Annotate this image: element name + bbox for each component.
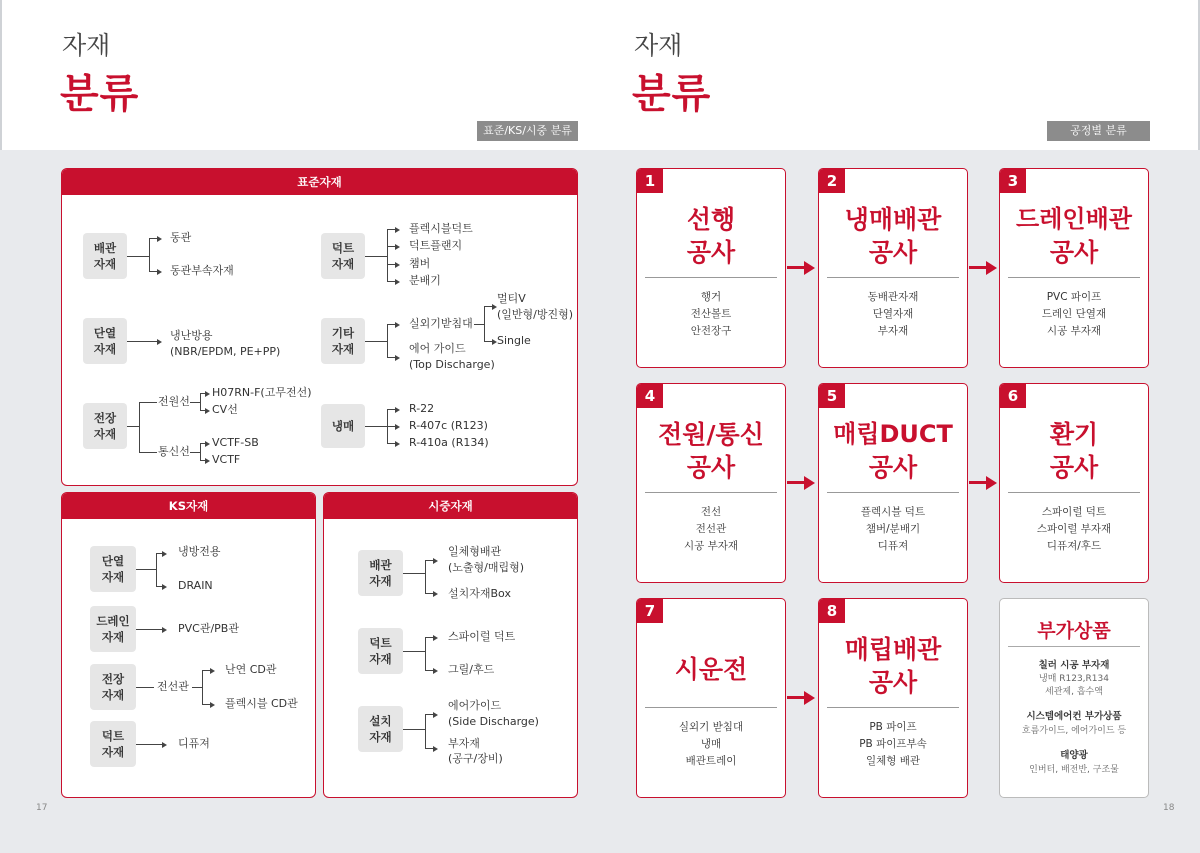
card-item: 디퓨져 xyxy=(877,540,909,552)
connector xyxy=(425,714,426,748)
card-item: 전선관 xyxy=(695,523,727,535)
card-item: 실외기 받침대 xyxy=(678,721,744,733)
card-number: 2 xyxy=(819,169,845,193)
std-etc-label xyxy=(321,318,365,364)
card-item: 일체형 배관 xyxy=(865,755,921,767)
card-divider xyxy=(827,277,959,278)
ks-duct-item: 디퓨져 xyxy=(178,737,210,750)
card-title-line-2: 공사 xyxy=(868,668,918,697)
extra-group-head: 칠러 시공 부자재 xyxy=(1038,660,1110,671)
std-etc-airguide: (Top Discharge) xyxy=(409,358,495,371)
ks-elec-item: 난연 CD관 xyxy=(225,663,277,676)
card-title-line-2: 공사 xyxy=(686,453,736,482)
flow-arrow xyxy=(969,266,986,269)
card-title-line-2: 공사 xyxy=(1049,238,1099,267)
extra-group-line: 세관제, 흡수액 xyxy=(1045,687,1103,697)
card-title-line-1: 전원/통신 xyxy=(658,420,764,449)
card-item: PVC 파이프 xyxy=(1046,291,1102,303)
card-title-line-1: 시운전 xyxy=(674,655,748,684)
ks-duct-label xyxy=(90,721,136,767)
flow-arrow-head xyxy=(804,476,815,490)
mk-pipe-item: 일체형배관 xyxy=(448,545,502,558)
card-item: PB 파이프부속 xyxy=(859,738,927,750)
card-divider xyxy=(827,707,959,708)
card-divider xyxy=(645,707,777,708)
arrow-head xyxy=(162,551,167,557)
card-number: 5 xyxy=(819,384,845,408)
connector xyxy=(127,256,149,257)
standard-panel-title: 표준자재 xyxy=(62,169,577,195)
card-item: 전산볼트 xyxy=(690,308,732,320)
std-etc-label-2: 자재 xyxy=(331,342,355,356)
connector xyxy=(387,324,388,357)
arrow-head xyxy=(162,627,167,633)
connector xyxy=(149,238,157,239)
ks-elec-item: 플렉시블 CD관 xyxy=(225,697,298,710)
left-edge xyxy=(0,0,2,150)
connector xyxy=(403,573,425,574)
std-duct-item: 챔버 xyxy=(409,257,431,270)
std-elec-power: 전원선 xyxy=(158,395,190,408)
connector xyxy=(425,748,433,749)
card-divider xyxy=(645,277,777,278)
arrow-head xyxy=(433,635,438,641)
flow-arrow xyxy=(787,481,805,484)
std-duct-label-1: 덕트 xyxy=(331,241,355,255)
mk-pipe-item: (노출형/매립형) xyxy=(448,561,525,574)
std-pipe-label xyxy=(83,233,127,279)
arrow-head xyxy=(395,279,400,285)
mk-duct-label-2: 자재 xyxy=(369,652,392,666)
ks-panel-title: KS자재 xyxy=(62,493,315,519)
std-pipe-item: 동관 xyxy=(170,231,192,244)
card-item: 단열자재 xyxy=(872,308,914,320)
card-number: 7 xyxy=(637,599,663,623)
connector xyxy=(387,246,395,247)
left-tag: 표준/KS/시중 분류 xyxy=(477,121,578,141)
std-elec-comm-item: VCTF xyxy=(212,453,241,466)
std-elec-label-1: 전장 xyxy=(93,411,117,425)
connector xyxy=(484,341,492,342)
flow-arrow xyxy=(969,481,986,484)
std-refrig-item: R-407c (R123) xyxy=(409,419,488,432)
std-insul-label-1: 단열 xyxy=(93,326,117,340)
ks-insul-item: DRAIN xyxy=(178,579,213,592)
mk-install-label-1: 설치 xyxy=(369,714,392,728)
right-heading-sub: 자재 xyxy=(634,31,683,60)
std-elec-power-item: H07RN-F(고무전선) xyxy=(212,386,312,399)
connector xyxy=(127,341,157,342)
card-number: 6 xyxy=(1000,384,1026,408)
std-elec-comm: 통신선 xyxy=(158,445,190,458)
connector xyxy=(139,452,157,453)
card-item: 시공 부자재 xyxy=(1046,325,1102,337)
connector xyxy=(127,426,139,427)
flow-arrow-head xyxy=(804,691,815,705)
card-item: 배관트레이 xyxy=(685,755,737,767)
connector xyxy=(425,637,426,670)
flow-arrow-head xyxy=(986,261,997,275)
card-item: 행거 xyxy=(700,291,722,303)
card-items xyxy=(819,289,967,340)
ks-drain-item: PVC관/PB관 xyxy=(178,622,239,635)
connector xyxy=(387,324,395,325)
card-title-line-2: 공사 xyxy=(1049,453,1099,482)
connector xyxy=(136,744,162,745)
ks-insul-label-1: 단열 xyxy=(101,554,125,568)
connector xyxy=(365,426,387,427)
connector xyxy=(484,306,492,307)
arrow-head xyxy=(157,269,162,275)
arrow-head xyxy=(205,441,210,447)
arrow-head xyxy=(433,712,438,718)
process-card-6 xyxy=(999,383,1149,583)
std-refrig-label-text: 냉매 xyxy=(331,419,355,433)
connector xyxy=(139,402,157,403)
ks-duct-label-1: 덕트 xyxy=(101,729,125,743)
process-card-8 xyxy=(818,598,968,798)
connector xyxy=(387,281,395,282)
arrow-head xyxy=(395,407,400,413)
connector xyxy=(387,229,395,230)
connector xyxy=(149,238,150,271)
card-title-line-2: 공사 xyxy=(686,238,736,267)
mk-install-label xyxy=(358,706,403,752)
ks-elec-mid: 전선관 xyxy=(157,680,189,693)
card-title-line-2: 공사 xyxy=(868,238,918,267)
connector xyxy=(484,306,485,341)
card-number: 8 xyxy=(819,599,845,623)
connector xyxy=(425,714,433,715)
connector xyxy=(200,443,201,460)
card-divider xyxy=(827,492,959,493)
flow-arrow xyxy=(787,696,805,699)
mk-duct-label-1: 덕트 xyxy=(369,636,392,650)
connector xyxy=(202,670,210,671)
connector xyxy=(139,402,140,452)
left-page-number: 17 xyxy=(36,803,48,813)
ks-insul-label xyxy=(90,546,136,592)
arrow-head xyxy=(395,355,400,361)
card-item: 부자재 xyxy=(877,325,909,337)
mk-install-item: (Side Discharge) xyxy=(448,715,539,728)
std-refrig-item: R-410a (R134) xyxy=(409,436,489,449)
card-title-line-1: 드레인배관 xyxy=(1016,205,1132,233)
extra-group-line: 흐름가이드, 에어가이드 등 xyxy=(1021,726,1127,736)
card-item: 챔버/분배기 xyxy=(865,523,921,535)
card-item: 디퓨져/후드 xyxy=(1046,540,1102,552)
card-item: 스파이럴 덕트 xyxy=(1041,506,1107,518)
std-duct-item: 플렉시블덕트 xyxy=(409,222,473,235)
card-title-line-2: 공사 xyxy=(868,453,918,482)
connector xyxy=(192,687,202,688)
mk-pipe-item: 설치자재Box xyxy=(448,587,511,600)
std-insul-label xyxy=(83,318,127,364)
arrow-head xyxy=(162,742,167,748)
card-items xyxy=(1000,289,1148,340)
card-title-line-1: 환기 xyxy=(1049,420,1099,449)
std-pipe-label-1: 배관 xyxy=(93,241,117,255)
mk-install-item: 부자재 xyxy=(448,737,480,750)
std-etc-outdoor: 실외기받침대 xyxy=(409,317,473,330)
card-items xyxy=(819,719,967,770)
std-duct-label xyxy=(321,233,365,279)
connector xyxy=(365,256,387,257)
process-card-7 xyxy=(636,598,786,798)
right-heading-main: 분류 xyxy=(632,71,712,117)
std-etc-outdoor-item: Single xyxy=(497,334,531,347)
connector xyxy=(190,402,200,403)
arrow-head xyxy=(210,668,215,674)
card-item: 플렉시블 덕트 xyxy=(860,506,926,518)
extra-divider xyxy=(1008,646,1140,647)
mk-pipe-label-1: 배관 xyxy=(369,558,392,572)
connector xyxy=(190,452,200,453)
extra-group-head: 태양광 xyxy=(1060,750,1088,761)
std-etc-airguide: 에어 가이드 xyxy=(409,342,466,355)
card-items xyxy=(637,719,785,770)
connector xyxy=(425,670,433,671)
card-item: 드레인 단열재 xyxy=(1041,308,1107,320)
connector xyxy=(202,704,210,705)
connector xyxy=(403,651,425,652)
ks-drain-label xyxy=(90,606,136,652)
flow-arrow-head xyxy=(986,476,997,490)
mk-pipe-label-2: 자재 xyxy=(369,574,392,588)
connector xyxy=(387,357,395,358)
ks-elec-label xyxy=(90,664,136,710)
std-refrig-item: R-22 xyxy=(409,402,435,415)
ks-drain-label-1: 드레인 xyxy=(96,614,130,628)
card-number: 4 xyxy=(637,384,663,408)
arrow-head xyxy=(157,236,162,242)
arrow-head xyxy=(205,458,210,464)
left-heading-sub: 자재 xyxy=(62,31,111,60)
std-elec-power-item: CV선 xyxy=(212,403,238,416)
connector xyxy=(136,569,156,570)
process-card-3 xyxy=(999,168,1149,368)
card-title-line-1: 매립배관 xyxy=(844,635,942,664)
mk-install-item: (공구/장비) xyxy=(448,752,503,765)
connector xyxy=(387,229,388,282)
arrow-head xyxy=(395,262,400,268)
extra-title: 부가상품 xyxy=(1037,620,1111,642)
card-item: 시공 부자재 xyxy=(683,540,739,552)
std-duct-item: 덕트플랜지 xyxy=(409,239,463,252)
ks-elec-label-2: 자재 xyxy=(101,688,125,702)
left-heading-main: 분류 xyxy=(60,71,140,117)
connector xyxy=(200,393,201,410)
std-elec-label xyxy=(83,403,127,449)
card-item: PB 파이프 xyxy=(869,721,917,733)
connector xyxy=(387,264,395,265)
connector xyxy=(387,426,395,427)
std-elec-comm-item: VCTF-SB xyxy=(212,436,259,449)
card-item: 전선 xyxy=(700,506,722,518)
std-etc-outdoor-item: (일반형/방진형) xyxy=(497,308,574,321)
card-number: 1 xyxy=(637,169,663,193)
arrow-head xyxy=(210,702,215,708)
std-etc-label-1: 기타 xyxy=(331,326,355,340)
card-title-line-1: 매립DUCT xyxy=(833,420,953,448)
std-pipe-label-2: 자재 xyxy=(93,257,117,271)
extra-group-head: 시스템에어컨 부가상품 xyxy=(1026,711,1122,722)
arrow-head xyxy=(395,227,400,233)
flow-arrow xyxy=(787,266,805,269)
top-band xyxy=(0,0,1200,150)
card-divider xyxy=(1008,277,1140,278)
std-etc-outdoor-item: 멀티V xyxy=(497,292,526,305)
arrow-head xyxy=(395,244,400,250)
arrow-head xyxy=(205,408,210,414)
card-items xyxy=(637,289,785,340)
card-divider xyxy=(1008,492,1140,493)
card-number: 3 xyxy=(1000,169,1026,193)
right-tag: 공정별 분류 xyxy=(1047,121,1150,141)
arrow-head xyxy=(433,746,438,752)
ks-insul-item: 냉방전용 xyxy=(178,545,221,558)
connector xyxy=(474,324,484,325)
connector xyxy=(425,560,426,593)
connector xyxy=(365,341,387,342)
arrow-head xyxy=(433,558,438,564)
right-page-number: 18 xyxy=(1163,803,1175,813)
process-card-4 xyxy=(636,383,786,583)
card-item: 동배관자재 xyxy=(867,291,919,303)
connector xyxy=(149,271,157,272)
mk-duct-label xyxy=(358,628,403,674)
process-card-2 xyxy=(818,168,968,368)
arrow-head xyxy=(162,584,167,590)
card-item: 스파이럴 부자재 xyxy=(1036,523,1112,535)
std-pipe-item: 동관부속자재 xyxy=(170,264,234,277)
ks-elec-label-1: 전장 xyxy=(101,672,125,686)
ks-insul-label-2: 자재 xyxy=(101,570,125,584)
arrow-head xyxy=(395,322,400,328)
extra-group-line: 인버터, 배전반, 구조물 xyxy=(1029,765,1119,775)
mk-duct-item: 그릴/후드 xyxy=(448,663,495,676)
extra-group-line: 냉매 R123,R134 xyxy=(1039,674,1109,684)
connector xyxy=(403,729,425,730)
arrow-head xyxy=(395,424,400,430)
connector xyxy=(136,687,154,688)
arrow-head xyxy=(205,391,210,397)
connector xyxy=(202,670,203,704)
flow-arrow-head xyxy=(804,261,815,275)
std-insul-item: 냉난방용 xyxy=(170,329,213,342)
std-insul-label-2: 자재 xyxy=(93,342,117,356)
extra-products-card xyxy=(999,598,1149,798)
card-title-line-1: 선행 xyxy=(686,205,736,234)
connector xyxy=(425,593,433,594)
connector xyxy=(425,637,433,638)
process-card-1 xyxy=(636,168,786,368)
mk-duct-item: 스파이럴 덕트 xyxy=(448,630,516,643)
process-card-5 xyxy=(818,383,968,583)
std-insul-item: (NBR/EPDM, PE+PP) xyxy=(170,345,281,358)
card-item: 냉매 xyxy=(700,738,722,750)
card-title-line-1: 냉매배관 xyxy=(844,205,942,234)
card-items xyxy=(819,504,967,555)
mk-install-item: 에어가이드 xyxy=(448,699,502,712)
std-refrig-label xyxy=(321,404,365,448)
mk-pipe-label xyxy=(358,550,403,596)
ks-duct-label-2: 자재 xyxy=(101,745,125,759)
connector xyxy=(387,443,395,444)
card-item: 안전장구 xyxy=(690,325,732,337)
ks-drain-label-2: 자재 xyxy=(101,630,125,644)
arrow-head xyxy=(395,441,400,447)
card-items xyxy=(637,504,785,555)
arrow-head xyxy=(433,668,438,674)
connector xyxy=(136,629,162,630)
std-duct-label-2: 자재 xyxy=(331,257,355,271)
market-panel-title: 시중자재 xyxy=(324,493,577,519)
card-items xyxy=(1000,504,1148,555)
std-duct-item: 분배기 xyxy=(409,274,441,287)
arrow-head xyxy=(157,339,162,345)
mk-install-label-2: 자재 xyxy=(369,730,392,744)
connector xyxy=(387,409,395,410)
std-elec-label-2: 자재 xyxy=(93,427,117,441)
connector xyxy=(425,560,433,561)
arrow-head xyxy=(433,591,438,597)
card-divider xyxy=(645,492,777,493)
connector xyxy=(156,553,157,586)
